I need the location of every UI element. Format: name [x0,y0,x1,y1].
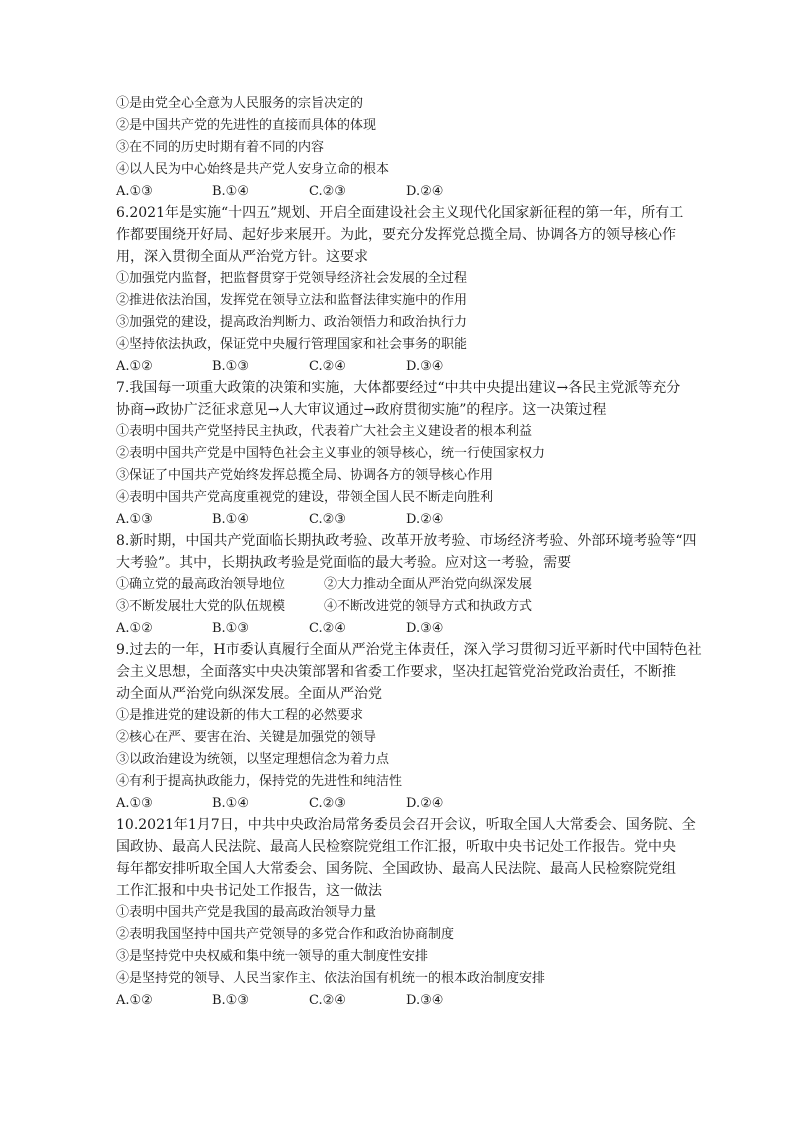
q9-option-a[interactable]: A.①③ [116,796,153,811]
q10-stem-3: 每年都安排听取全国人大常委会、国务院、全国政协、最高人民法院、最高人民检察院党组 [116,861,676,877]
q8-statement-2: ②大力推动全面从严治党向纵深发展 [324,577,533,592]
q6-stem-1: 6.2021年是实施“十四五”规划、开启全面建设社会主义现代化国家新征程的第一年，所有工 [116,205,684,221]
q5-option-b[interactable]: B.①④ [212,184,249,199]
q7-option-b[interactable]: B.①④ [212,512,249,527]
q5-option-c[interactable]: C.②③ [309,184,346,199]
q8-statement-4: ④不断改进党的领导方式和执政方式 [324,599,533,614]
q9-stem-1: 9.过去的一年，H市委认真履行全面从严治党主体责任，深入学习贯彻习近平新时代中国特色社 [116,642,702,658]
q7-stem-2: 协商→政协广泛征求意见→人大审议通过→政府贯彻实施”的程序。这一决策过程 [116,402,607,418]
q7-option-c[interactable]: C.②③ [309,512,346,527]
q10-stem-4: 工作汇报和中央书记处工作报告，这一做法 [116,883,382,899]
q9-statement-2: ②核心在严、要害在治、关键是加强党的领导 [116,730,377,745]
q5-statement-2: ②是中国共产党的先进性的直接而具体的体现 [116,118,377,133]
q8-statement-3: ③不断发展壮大党的队伍规模 [116,599,286,614]
q10-option-c[interactable]: C.②④ [309,993,346,1008]
q6-statement-1: ①加强党内监督，把监督贯穿于党领导经济社会发展的全过程 [116,271,468,286]
q9-statement-4: ④有利于提高执政能力，保持党的先进性和纯洁性 [116,774,403,789]
q9-statement-3: ③以政治建设为统领，以坚定理想信念为着力点 [116,752,390,767]
q8-option-a[interactable]: A.①② [116,621,153,636]
q7-option-a[interactable]: A.①③ [116,512,153,527]
q6-stem-2: 作都要围绕开好局、起好步来展开。为此，要充分发挥党总揽全局、协调各方的领导核心作 [116,227,676,243]
q6-statement-3: ③加强党的建设，提高政治判断力、政治领悟力和政治执行力 [116,315,468,330]
q10-statement-4: ④是坚持党的领导、人民当家作主、依法治国有机统一的根本政治制度安排 [116,971,546,986]
q5-statement-1: ①是由党全心全意为人民服务的宗旨决定的 [116,96,364,111]
q6-option-b[interactable]: B.①③ [212,359,249,374]
q6-option-c[interactable]: C.②④ [309,359,346,374]
q5-option-d[interactable]: D.②④ [406,184,444,199]
q7-statement-3: ③保证了中国共产党始终发挥总揽全局、协调各方的领导核心作用 [116,468,494,483]
q5-statement-4: ④以人民为中心始终是共产党人安身立命的根本 [116,162,390,177]
q10-option-b[interactable]: B.①③ [212,993,249,1008]
q10-stem-2: 国政协、最高人民法院、最高人民检察院党组工作汇报，听取中央书记处工作报告。党中央 [116,839,676,855]
q10-stem-1: 10.2021年1月7日，中共中央政治局常务委员会召开会议，听取全国人大常委会、国务院、全 [116,817,696,833]
q5-statement-3: ③在不同的历史时期有着不同的内容 [116,140,325,155]
q9-option-b[interactable]: B.①④ [212,796,249,811]
q6-statement-2: ②推进依法治国，发挥党在领导立法和监督法律实施中的作用 [116,293,468,308]
q9-stem-3: 动全面从严治党向纵深发展。全面从严治党 [116,686,382,702]
q9-stem-2: 会主义思想，全面落实中央决策部署和省委工作要求，坚决扛起管党治党政治责任，不断推 [116,664,676,680]
q7-statement-2: ②表明中国共产党是中国特色社会主义事业的领导核心，统一行使国家权力 [116,446,546,461]
q8-statements-row-2 [116,596,690,618]
q8-statement-1: ①确立党的最高政治领导地位 [116,577,286,592]
q8-option-d[interactable]: D.③④ [406,621,444,636]
q10-option-d[interactable]: D.③④ [406,993,444,1008]
q6-option-a[interactable]: A.①② [116,359,153,374]
q6-option-d[interactable]: D.③④ [406,359,444,374]
q10-option-a[interactable]: A.①② [116,993,153,1008]
q8-option-c[interactable]: C.②④ [309,621,346,636]
q6-stem-3: 用，深入贯彻全面从严治党方针。这要求 [116,249,368,265]
q8-stem-2: 大考验”。其中，长期执政考验是党面临的最大考验。应对这一考验，需要 [116,555,572,571]
q8-option-b[interactable]: B.①③ [212,621,249,636]
q9-option-c[interactable]: C.②③ [309,796,346,811]
q7-stem-1: 7.我国每一项重大政策的决策和实施，大体都要经过“中共中央提出建议→各民主党派等充分 [116,380,681,396]
q6-statement-4: ④坚持依法执政，保证党中央履行管理国家和社会事务的职能 [116,337,468,352]
q7-statement-4: ④表明中国共产党高度重视党的建设，带领全国人民不断走向胜利 [116,490,494,505]
q10-statement-3: ③是坚持党中央权威和集中统一领导的重大制度性安排 [116,949,429,964]
q9-statement-1: ①是推进党的建设新的伟大工程的必然要求 [116,708,364,723]
q7-statement-1: ①表明中国共产党坚持民主执政，代表着广大社会主义建设者的根本利益 [116,424,533,439]
q10-statement-2: ②表明我国坚持中国共产党领导的多党合作和政治协商制度 [116,927,455,942]
q8-stem-1: 8.新时期，中国共产党面临长期执政考验、改革开放考验、市场经济考验、外部环境考验等“四 [116,533,697,549]
q10-statement-1: ①表明中国共产党是我国的最高政治领导力量 [116,905,377,920]
q7-option-d[interactable]: D.②④ [406,512,444,527]
q8-statements-row-1 [116,574,690,596]
q5-option-a[interactable]: A.①③ [116,184,153,199]
q9-option-d[interactable]: D.②④ [406,796,444,811]
